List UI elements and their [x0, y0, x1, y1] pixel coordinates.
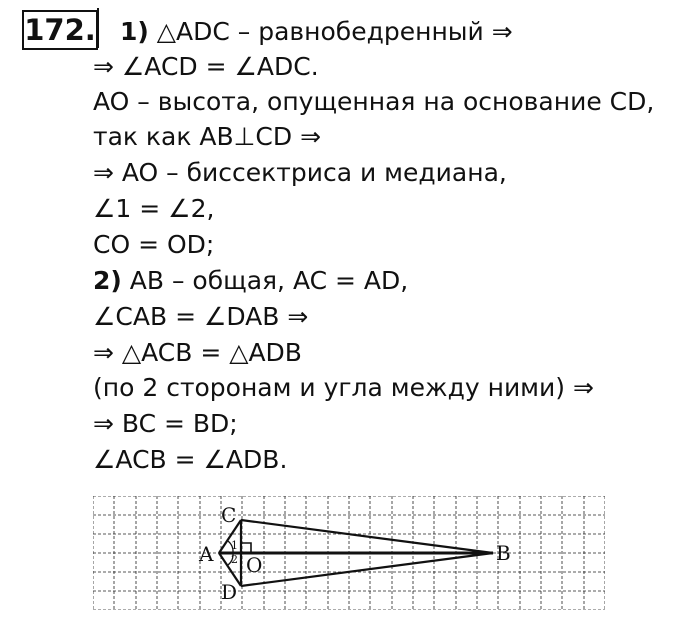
- solution-line-13: [93, 444, 287, 476]
- segment-db: [241, 553, 493, 586]
- solution-line-10: [93, 337, 302, 369]
- solution-line-11: [93, 372, 594, 404]
- angle-labels: [231, 539, 238, 566]
- solution-line-7-text: CO = OD;: [93, 230, 215, 259]
- solution-line-12: [93, 408, 238, 440]
- number-bracket: [97, 8, 104, 48]
- segment-cb: [241, 520, 493, 553]
- solution-line-4: [93, 121, 321, 153]
- solution-line-3-text: AO – высота, опущенная на основание CD,: [93, 87, 655, 116]
- solution-line-1: [120, 16, 513, 48]
- label-angle-1: 1: [231, 539, 238, 552]
- problem-number: 172.: [24, 13, 96, 47]
- solution-line-5-text: ⇒ AO – биссектриса и медиана,: [93, 158, 507, 187]
- solution-line-9: [93, 301, 308, 333]
- solution-line-8: [93, 265, 408, 297]
- solution-line-3: [93, 86, 654, 118]
- solution-line-2-text: ⇒ ∠ACD = ∠ADC.: [93, 52, 319, 81]
- geometry-figure: [93, 496, 605, 610]
- solution-line-11-text: (по 2 сторонам и угла между ними) ⇒: [93, 373, 594, 402]
- solution-line-10-text: ⇒ △ACB = △ADB: [93, 338, 302, 367]
- solution-line-1-text: △ADC – равнобедренный ⇒: [156, 17, 513, 46]
- solution-line-6-text: ∠1 = ∠2,: [93, 194, 215, 223]
- label-d: D: [221, 580, 238, 604]
- solution-line-9-text: ∠CAB = ∠DAB ⇒: [93, 302, 309, 331]
- part-1-marker: 1): [120, 17, 149, 46]
- label-o: O: [246, 553, 263, 577]
- solution-line-12-text: ⇒ BC = BD;: [93, 409, 238, 438]
- solution-line-6: [93, 193, 214, 225]
- solution-line-4-text: так как AB⊥CD ⇒: [93, 122, 322, 151]
- label-angle-2: 2: [231, 553, 238, 566]
- problem-number-box: [22, 10, 98, 50]
- solution-line-2: [93, 51, 319, 83]
- label-a: A: [199, 542, 214, 566]
- solution-line-8-text: AB – общая, AC = AD,: [129, 266, 409, 295]
- label-c: C: [221, 503, 237, 527]
- label-b: B: [496, 541, 511, 565]
- solution-line-5: [93, 157, 507, 189]
- solution-line-7: [93, 229, 214, 261]
- part-2-marker: 2): [93, 266, 122, 295]
- solution-line-13-text: ∠ACB = ∠ADB.: [93, 445, 288, 474]
